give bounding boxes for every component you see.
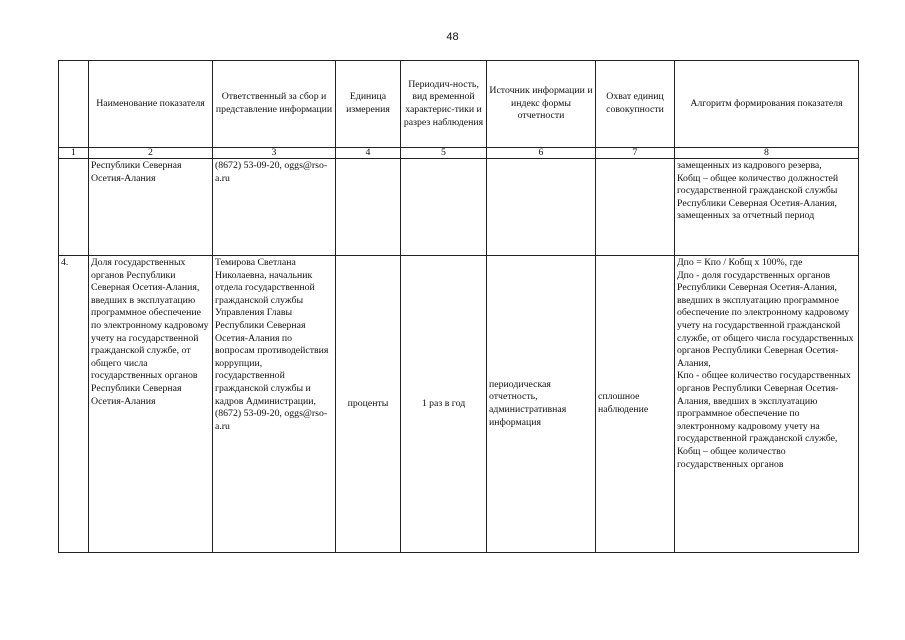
periodicity: 1 раз в год [401, 256, 487, 553]
page-number: 48 [446, 31, 459, 43]
coverage: сплошное наблюдение [596, 256, 675, 553]
source: периодическая отчетность, административная информация [487, 256, 596, 553]
header-cell [59, 61, 89, 148]
algorithm: Дпо = Кпо / Кобщ х 100%, где Дпо - доля государственных органов Республики Северная Осетия-Алания, введших в эксплуатацию программное обеспечение по электронному кадровому учету на государственной гражданской службе, от общего числа государственных органов Республики Северная Осетия-Алания, Кпо - общее количество государственных органов Республики Северная Осетия-Алания, введших в эксплуатацию программное обеспечение по электронному кадровому учету на государственной гражданской службе, Кобщ – общее количество государственных органов [675, 256, 859, 553]
column-number-row [59, 148, 859, 159]
source [487, 159, 596, 256]
column-number: 7 [596, 148, 675, 159]
header-cell: Алгоритм формирования показателя [675, 61, 859, 148]
header-cell: Охват единиц совокупности [596, 61, 675, 148]
column-number: 8 [675, 148, 859, 159]
column-number: 6 [487, 148, 596, 159]
responsible-info: (8672) 53-09-20, oggs@rso-a.ru [213, 159, 336, 256]
table-row [59, 159, 859, 256]
column-number: 2 [89, 148, 213, 159]
header-cell: Периодич-ность, вид временной характерис-тики и разрез наблюдения [401, 61, 487, 148]
unit [336, 159, 401, 256]
responsible-info: Темирова Светлана Николаевна, начальник отдела государственной гражданской службы Управления Главы Республики Северная Осетия-Алания по вопросам противодействия коррупции, государственной гражданской службы и кадров Администрации, (8672) 53-09-20, oggs@rso-a.ru [213, 256, 336, 553]
column-number: 5 [401, 148, 487, 159]
header-cell: Источник информации и индекс формы отчетности [487, 61, 596, 148]
table-row [59, 256, 859, 553]
periodicity [401, 159, 487, 256]
column-number: 1 [59, 148, 89, 159]
row-number [59, 159, 89, 256]
header-row [59, 61, 859, 148]
indicator-name: Республики Северная Осетия-Алания [89, 159, 213, 256]
header-cell: Единица измерения [336, 61, 401, 148]
coverage [596, 159, 675, 256]
column-number: 3 [213, 148, 336, 159]
unit: проценты [336, 256, 401, 553]
indicator-name: Доля государственных органов Республики Северная Осетия-Алания, введших в эксплуатацию программное обеспечение по электронному кадровому учету на государственной гражданской службе, от общего числа государственных органов Республики Северная Осетия-Алания [89, 256, 213, 553]
row-number: 4. [59, 256, 89, 553]
header-cell: Наименование показателя [89, 61, 213, 148]
column-number: 4 [336, 148, 401, 159]
algorithm: замещенных из кадрового резерва, Кобщ – общее количество должностей государственной гражданской службы Республики Северная Осетия-Алания, замещенных за отчетный период [675, 159, 859, 256]
indicator-table [58, 60, 859, 553]
header-cell: Ответственный за сбор и представление информации [213, 61, 336, 148]
